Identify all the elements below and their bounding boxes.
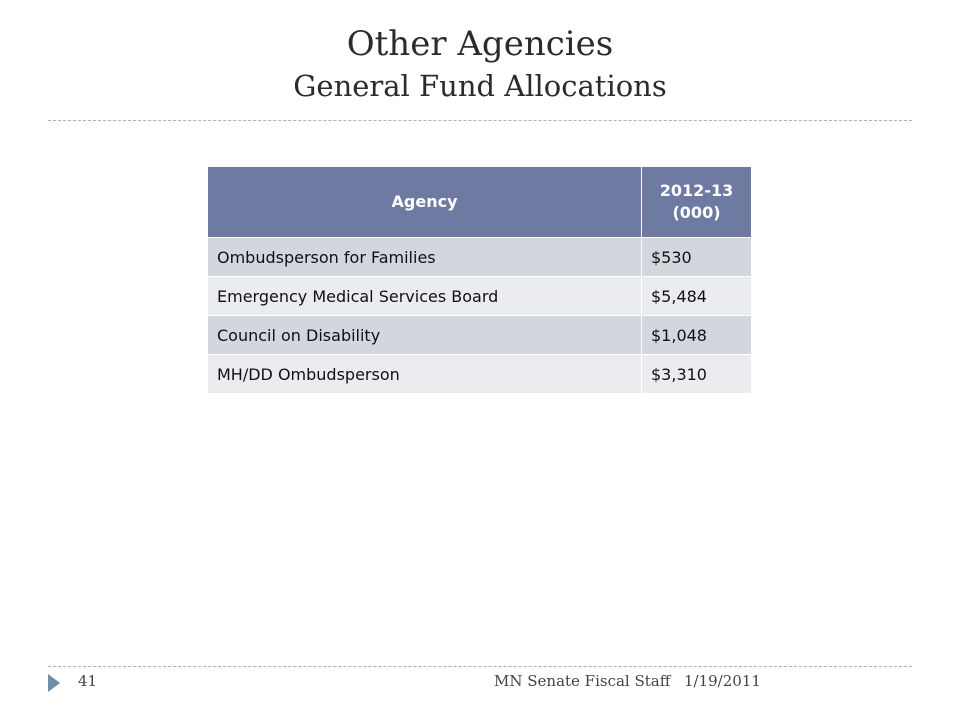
page-number: 41 xyxy=(78,672,98,690)
agency-cell: MH/DD Ombudsperson xyxy=(208,355,642,394)
agency-cell: Emergency Medical Services Board xyxy=(208,277,642,316)
top-divider xyxy=(48,120,912,121)
allocation-table xyxy=(207,166,752,394)
table-row xyxy=(208,238,752,277)
amount-cell: $1,048 xyxy=(642,316,752,355)
table-row xyxy=(208,316,752,355)
triangle-bullet-icon xyxy=(48,674,60,692)
bottom-divider xyxy=(48,666,912,667)
amount-cell: $3,310 xyxy=(642,355,752,394)
agency-cell: Ombudsperson for Families xyxy=(208,238,642,277)
footer-source: MN Senate Fiscal Staff xyxy=(494,672,671,690)
slide-title-sub: General Fund Allocations xyxy=(293,69,667,103)
column-header-amount: 2012-13 (000) xyxy=(642,167,752,238)
footer-date: 1/19/2011 xyxy=(684,672,761,690)
column-header-agency: Agency xyxy=(208,167,642,238)
table-header-row xyxy=(208,167,752,238)
slide-title-main: Other Agencies xyxy=(346,24,614,64)
table-row xyxy=(208,355,752,394)
amount-cell: $5,484 xyxy=(642,277,752,316)
slide-title xyxy=(0,22,960,106)
agency-cell: Council on Disability xyxy=(208,316,642,355)
table-row xyxy=(208,277,752,316)
amount-cell: $530 xyxy=(642,238,752,277)
